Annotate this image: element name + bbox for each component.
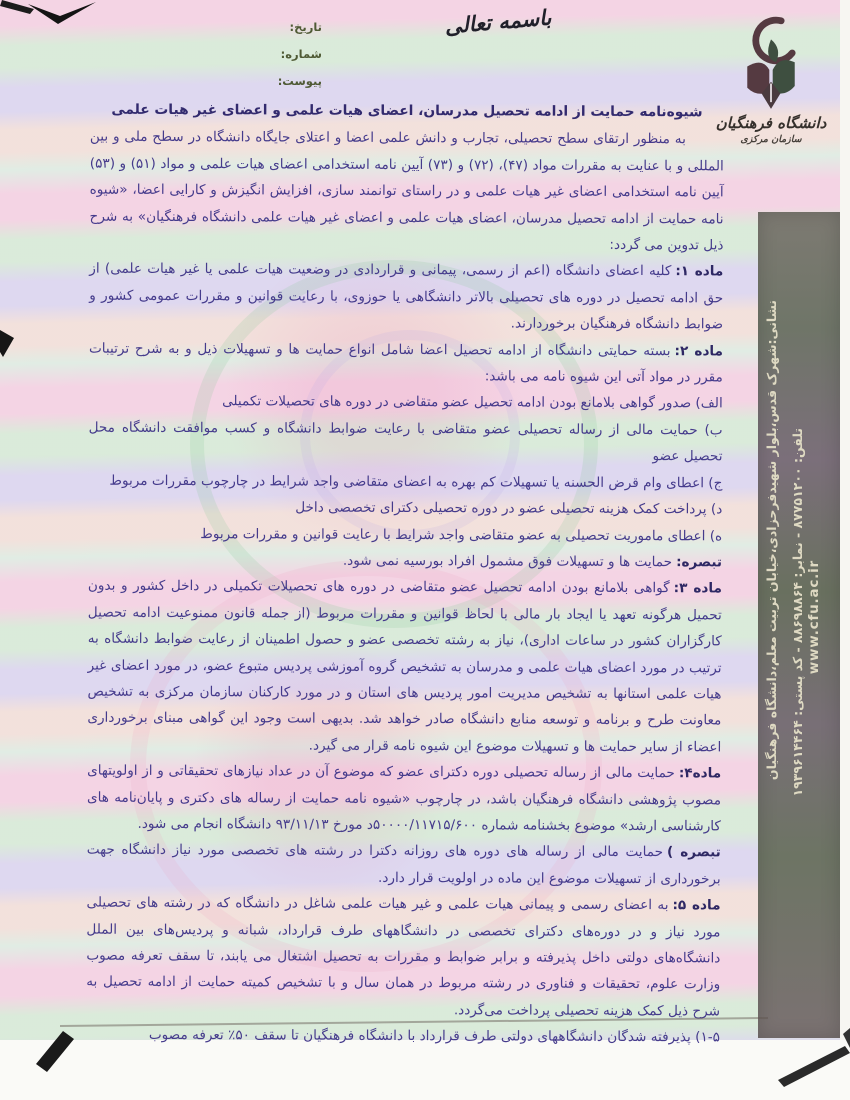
address-line: نشانی:شهرک قدس،بلوار شهیدفرحزادی،خیابان تربیت معلم،دانشگاه فرهنگیان bbox=[764, 300, 779, 781]
paragraph-text: ۱-۵) پذیرفته شدگان دانشگاههای دولتی طرف قرارداد با دانشگاه فرهنگیان تا سقف ۵۰٪ تعرفه مصوب bbox=[148, 1027, 721, 1046]
website-url: www.cfu.ac.ir bbox=[806, 560, 822, 675]
article-4-note bbox=[87, 837, 721, 893]
date-field-label: تاریخ: bbox=[289, 20, 322, 34]
intro-paragraph bbox=[89, 124, 724, 259]
paragraph-text: به منظور ارتقای سطح تحصیلی، تجارب و دانش علمی اعضا و اعتلای جایگاه دانشگاه در سطح ملی و بین المللی و با عنایت به مقررات مواد (۴۷)، (۷۲) و (۷۳) آیین نامه استخدامی اعضای هیات علمی و مواد (۵۱) و (۵۳) آیین نامه استخدامی اعضای غیر هیات علمی و در راستای توانمند سازی، افزایش انگیزش و کارایی اعضا، «شیوه نامه حمایت از ادامه تحصیل مدرسان، اعضای هیات علمی و اعضای غیر هیات علمی دانشگاه فرهنگیان» به شرح ذیل تدوین می گردد: bbox=[89, 129, 724, 254]
university-logo-icon bbox=[728, 14, 814, 114]
university-name: دانشگاه فرهنگیان bbox=[715, 114, 827, 132]
paragraph-text: کلیه اعضای دانشگاه (اعم از رسمی، پیمانی و قراردادی در وضعیت هیات علمی یا غیر هیات علمی) از حق ادامه تحصیل در دوره های تحصیلی بالاتر دانشگاهی یا حوزوی، با رعایت قوانین و مقررات عمومی کشور و ضوابط دانشگاه فرهنگیان برخوردارند. bbox=[89, 261, 724, 333]
paragraph-text: الف) صدور گواهی بلامانع بودن ادامه تحصیل عضو متقاضی در دوره های تحصیلات تکمیلی bbox=[222, 393, 723, 412]
paragraph-text: حمایت ها و تسهیلات فوق مشمول افراد بورسیه نمی شود. bbox=[342, 552, 673, 571]
article-2-note bbox=[88, 547, 722, 576]
paragraph-text: ج) اعطای وام قرض الحسنه یا تسهیلات کم بهره به اعضای متقاضی واجد شرایط در چارچوب مقررات مربوط bbox=[109, 472, 723, 492]
paragraph-text: ب) حمایت مالی از رساله تحصیلی عضو متقاضی با رعایت ضوابط دانشگاه و کسب موافقت دانشگاه محل تحصیل عضو bbox=[88, 419, 723, 465]
note-label: تبصره: bbox=[676, 554, 723, 571]
article-4-label: ماده۴: bbox=[678, 765, 722, 782]
article-2-item-be bbox=[88, 414, 722, 470]
article-5-label: ماده ۵: bbox=[672, 897, 721, 914]
paragraph-text: ه) اعطای ماموریت تحصیلی به عضو متقاضی واجد شرایط با رعایت قوانین و مقررات مربوط bbox=[200, 525, 723, 544]
paragraph-text: حمایت مالی از رساله های دوره های روزانه دکترا در رشته های تخصصی مورد نیاز دانشگاه جهت برخورداری از تسهیلات موضوع این ماده در اولویت قرار دارد. bbox=[86, 841, 721, 888]
article-1-label: ماده ۱: bbox=[675, 263, 724, 280]
article-2-item-he bbox=[88, 520, 722, 549]
article-4 bbox=[87, 758, 721, 840]
besmele-calligraphy: باسمه تعالی bbox=[443, 5, 553, 39]
paragraph-text: به اعضای رسمی و پیمانی هیات علمی و غیر هیات علمی شاغل در دانشگاه که در رشته های تحصیلی مورد نیاز و در دوره‌های دکترای تخصصی در دانشگاههای طرف قرارداد، شبانه و پردیس‌های بین الملل دانشگاه‌های دولتی داخل پذیرفته و برابر ضوابط و مقررات به تحصیل اشتغال می یابند، تا سقف تعرفه مصوب وزارت علوم، تحقیقات و فناوری در رشته مربوط در همان سال و با تشخیص کمیته حمایت از ادامه تحصیل به شرح ذیل کمک هزینه تحصیلی پرداخت می‌گردد. bbox=[86, 894, 721, 1020]
article-2 bbox=[89, 335, 723, 391]
article-5 bbox=[86, 890, 721, 1025]
paragraph-text: حمایت مالی از رساله تحصیلی دوره دکترای عضو که موضوع آن در عداد نیازهای تحقیقاتی و از اولویتهای مصوب پژوهشی دانشگاه فرهنگیان باشد، در چارچوب «شیوه نامه حمایت از رساله های دکتری و پایان‌نامه های کارشناسی ارشد» موضوع بخشنامه شماره ۵۰۰۰۰/۱۱۷۱۵/۶۰۰د مورخ ۹۳/۱۱/۱۳ دانشگاه انجام می شود. bbox=[86, 762, 722, 835]
note-label: تبصره ) bbox=[666, 844, 721, 861]
central-organization-label: سازمان مرکزی bbox=[740, 134, 802, 145]
article-5-item-1 bbox=[86, 1022, 720, 1051]
paragraph-text: بسته حمایتی دانشگاه از ادامه تحصیل اعضا شامل انواع حمایت ها و تسهیلات ذیل و به شرح ترتیبات مقرر در مواد آتی این شیوه نامه می باشد: bbox=[88, 340, 723, 386]
paragraph-text: گواهی بلامانع بودن ادامه تحصیل عضو متقاضی در دوره های تحصیلات تکمیلی در داخل کشور و بدون تحمیل هرگونه تعهد یا ایجاد بار مالی با لحاظ قوانین و مقررات مربوط (از جمله قانون ممنوعیت ادامه تحصیل کارگزاران کشور در ساعات اداری)، نیاز به رشته تخصصی عضو و حصول اطمینان از رعایت ضوابط دانشگاه به ترتیب در مورد اعضای هیات علمی و مدرسان به تشخیص گروه آموزشی پردیس متبوع عضو، در مورد اعضای غیر هیات علمی استانها به تشخیص مدیریت امور پردیس های استان و در مورد کارکنان سازمان مرکزی به تشخیص معاونت طرح و برنامه و توسعه منابع دانشگاه صادر خواهد شد. بدیهی است وجود این گواهی مبنای برخورداری اعضاء از سایر حمایت ها و تسهیلات موضوع این شیوه نامه قرار می گیرد. bbox=[87, 577, 722, 756]
document-body bbox=[86, 97, 724, 1051]
attachment-field-label: پیوست: bbox=[277, 74, 322, 88]
document-title: شیوه‌نامه حمایت از ادامه تحصیل مدرسان، اعضای هیات علمی و اعضای غیر هیات علمی bbox=[111, 101, 703, 121]
phone-fax-postal-line: تلفن: ۸۷۷۵۱۲۰۰ - نمابر: ۸۸۶۹۸۸۶۴ - کد پستی: ۱۹۳۹۶۱۴۴۶۴ bbox=[790, 428, 805, 797]
article-2-label: ماده ۲: bbox=[674, 342, 723, 360]
article-3-label: ماده ۳: bbox=[673, 580, 722, 597]
article-2-item-jim bbox=[88, 467, 722, 496]
article-1 bbox=[89, 256, 723, 338]
paragraph-text: د) پرداخت کمک هزینه تحصیلی عضو در دوره تحصیلی دکترای تخصصی داخل bbox=[295, 499, 723, 518]
letterhead-fields bbox=[262, 20, 322, 101]
article-2-item-alef bbox=[89, 388, 723, 417]
number-field-label: شماره: bbox=[280, 47, 322, 61]
article-3 bbox=[87, 573, 722, 761]
paper-edge bbox=[840, 0, 850, 1040]
article-2-item-dal bbox=[88, 494, 722, 523]
